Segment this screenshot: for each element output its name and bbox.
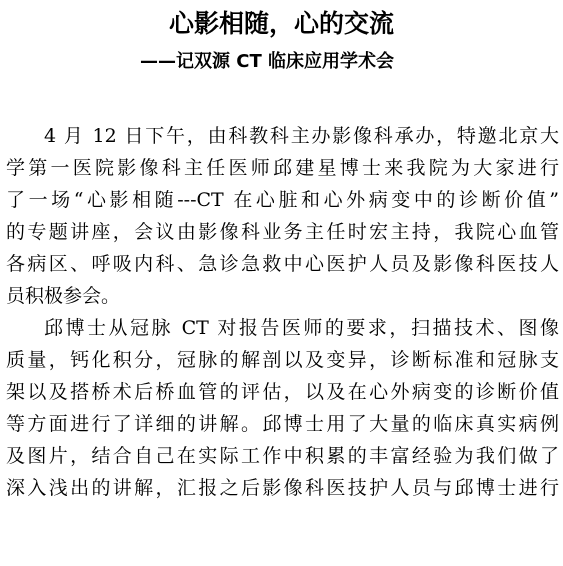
text-line: 邱博士从冠脉 CT 对报告医师的要求，扫描技术、图像 xyxy=(44,317,559,339)
text-line: 员积极参会。 xyxy=(6,285,121,307)
article-body xyxy=(6,120,559,504)
text-line: 架以及搭桥术后桥血管的评估，以及在心外病变的诊断价值 xyxy=(6,381,559,403)
text-line: 及图片，结合自己在实际工作中积累的丰富经验为我们做了 xyxy=(6,445,559,467)
text-line: 等方面进行了详细的讲解。邱博士用了大量的临床真实病例 xyxy=(6,413,559,435)
text-line: 了一场“心影相随---CT 在心脏和心外病变中的诊断价值” xyxy=(6,189,559,211)
article-subtitle: ——记双源 CT 临床应用学术会 xyxy=(140,51,395,72)
text-line: 学第一医院影像科主任医师邱建星博士来我院为大家进行 xyxy=(6,157,559,179)
text-line: 深入浅出的讲解，汇报之后影像科医技护人员与邱博士进行 xyxy=(6,477,559,499)
text-line: 4 月 12 日下午，由科教科主办影像科承办，特邀北京大 xyxy=(44,125,559,147)
paragraph-1 xyxy=(6,120,559,312)
text-line: 的专题讲座，会议由影像科业务主任时宏主持，我院心血管 xyxy=(6,221,559,243)
text-line: 质量，钙化积分，冠脉的解剖以及变异，诊断标准和冠脉支 xyxy=(6,349,559,371)
text-line: 各病区、呼吸内科、急诊急救中心医护人员及影像科医技人 xyxy=(6,253,559,275)
article-title: 心影相随，心的交流 xyxy=(168,9,394,38)
paragraph-2 xyxy=(6,312,559,504)
